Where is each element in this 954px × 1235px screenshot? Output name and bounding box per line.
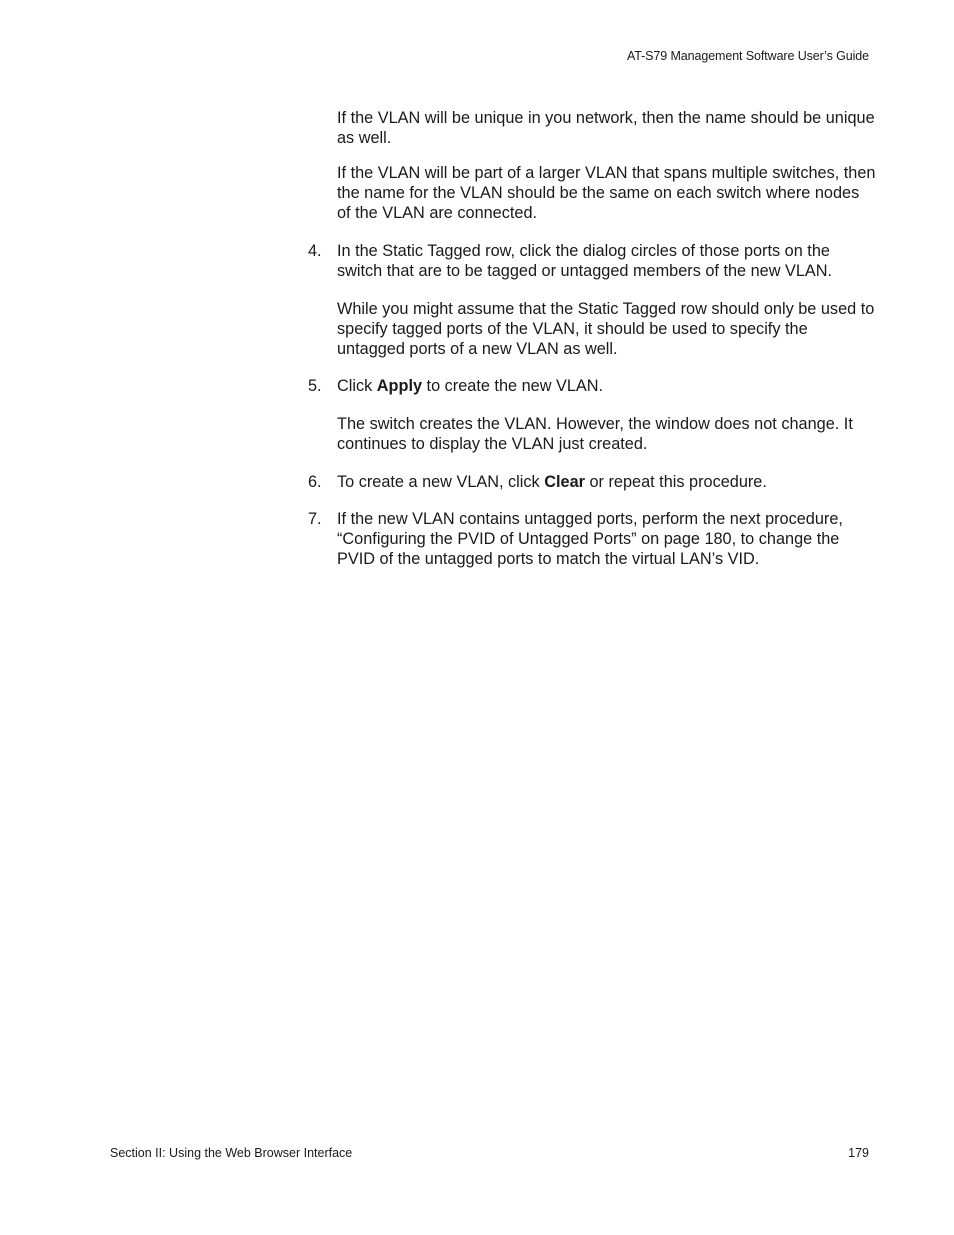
- paragraph-larger-vlan: If the VLAN will be part of a larger VLAN that spans multiple switches, then the name for the VLAN should be the same on each switch where nodes of the VLAN are connected.: [337, 164, 876, 223]
- footer-section: Section II: Using the Web Browser Interface: [110, 1146, 353, 1160]
- step-text-pre: Click: [337, 377, 377, 395]
- step-6: [308, 472, 878, 492]
- clear-term: Clear: [544, 473, 585, 491]
- step-7: [308, 509, 878, 570]
- step-number: 7.: [308, 510, 322, 528]
- paragraph-switch-creates: The switch creates the VLAN. However, the window does not change. It continues to display the VLAN just created.: [337, 415, 853, 454]
- apply-term: Apply: [376, 377, 423, 395]
- step-text: [337, 376, 878, 396]
- step-text-pre: To create a new VLAN, click: [337, 473, 545, 491]
- paragraph-unique-vlan: If the VLAN will be unique in you network, then the name should be unique as well.: [337, 109, 875, 148]
- paragraph-static-tagged: While you might assume that the Static Tagged row should only be used to specify tagged ports of the VLAN, it should be used to specify the untagged ports of a new VLAN as well.: [337, 300, 875, 359]
- step-number: 5.: [308, 377, 322, 395]
- step-text-post: to create the new VLAN.: [422, 377, 604, 395]
- step-text: [337, 472, 878, 492]
- step-text-post: or repeat this procedure.: [584, 473, 767, 491]
- step-5: [308, 376, 878, 396]
- page-number: 179: [848, 1146, 869, 1160]
- running-header: AT-S79 Management Software User’s Guide: [626, 49, 869, 63]
- step-number: 4.: [308, 242, 322, 260]
- step-text: If the new VLAN contains untagged ports, perform the next procedure, “Configuring the PVID of Untagged Ports” on page 180, to change the PVID of the untagged ports to match the virtual LAN’s VID.: [337, 510, 843, 569]
- step-4: [308, 241, 878, 281]
- step-text: In the Static Tagged row, click the dialog circles of those ports on the switch that are to be tagged or untagged members of the new VLAN.: [337, 242, 833, 281]
- step-number: 6.: [308, 473, 322, 491]
